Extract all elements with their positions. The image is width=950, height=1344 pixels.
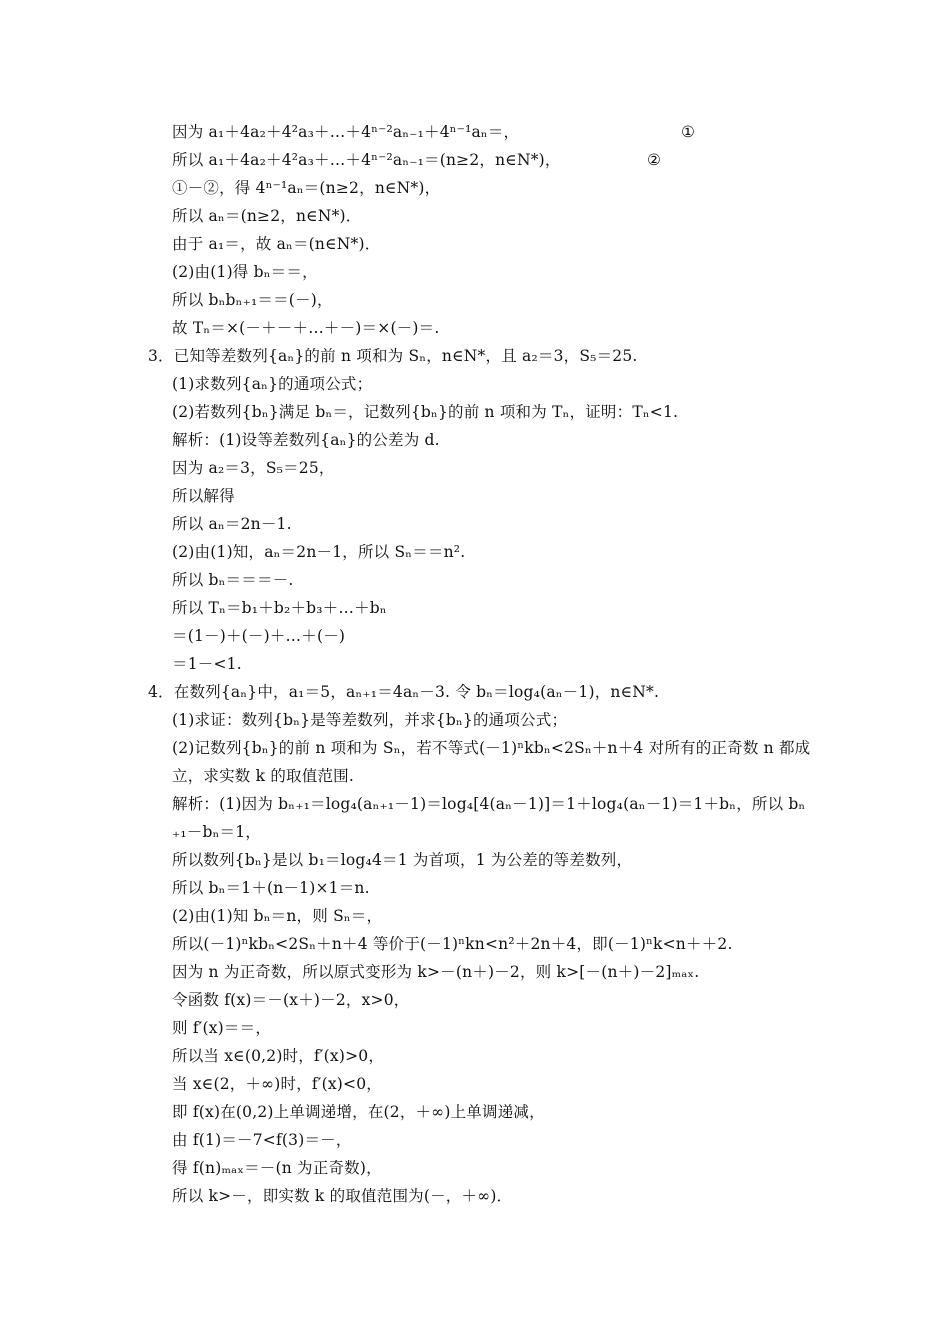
text-line: (2)若数列{bₙ}满足 bₙ＝，记数列{bₙ}的前 n 项和为 Tₙ，证明：Tₙ<1. [172, 403, 679, 421]
text-line: 因为 n 为正奇数，所以原式变形为 k>－(n＋)－2，则 k>[－(n＋)－2]ₘₐₓ. [172, 963, 700, 981]
problem-4-heading: 4．在数列{aₙ}中，a₁＝5，aₙ₊₁＝4aₙ－3. 令 bₙ＝log₄(aₙ－1)，n∈N*. [148, 683, 660, 701]
text-line: 故 Tₙ＝×(－＋－＋…＋－)＝×(－)＝. [172, 319, 440, 337]
text-line: 所以 aₙ＝2n－1. [172, 515, 292, 533]
text-line: 所以解得 [172, 487, 235, 505]
text-line: 所以 Tₙ＝b₁＋b₂＋b₃＋…＋bₙ [172, 599, 387, 617]
text-line: ＝(1－)＋(－)＋…＋(－) [172, 627, 346, 645]
text-line: 所以(－1)ⁿkbₙ<2Sₙ＋n＋4 等价于(－1)ⁿkn<n²＋2n＋4，即(－1)ⁿk<n＋＋2. [172, 935, 733, 953]
text-line: 解析：(1)设等差数列{aₙ}的公差为 d. [172, 431, 440, 449]
text-line: 由于 a₁＝，故 aₙ＝(n∈N*)． [172, 235, 381, 253]
text-line: (2)由(1)知，aₙ＝2n－1，所以 Sₙ＝＝n². [172, 543, 466, 561]
text-line: 令函数 f(x)＝－(x＋)－2，x>0， [172, 991, 410, 1009]
text-line: 解析：(1)因为 bₙ₊₁＝log₄(aₙ₊₁－1)＝log₄[4(aₙ－1)]＝1＋log₄(aₙ－1)＝1＋bₙ，所以 bₙ [172, 795, 806, 813]
text-line: 因为 a₂＝3，S₅＝25， [172, 459, 335, 477]
text-line: ①－②，得 4ⁿ⁻¹aₙ＝(n≥2，n∈N*)， [172, 179, 441, 197]
text-line: 即 f(x)在(0,2)上单调递增，在(2，＋∞)上单调递减， [172, 1103, 545, 1121]
text-line: 所以当 x∈(0,2)时，f′(x)>0， [172, 1047, 385, 1065]
text-line: 当 x∈(2，＋∞)时，f′(x)<0， [172, 1075, 382, 1093]
text-line: 所以 k>－，即实数 k 的取值范围为(－，＋∞)． [172, 1187, 513, 1205]
text-line: 所以 a₁＋4a₂＋4²a₃＋…＋4ⁿ⁻²aₙ₋₁＝(n≥2，n∈N*)， [172, 151, 561, 169]
text-line: ₊₁－bₙ＝1， [172, 823, 261, 841]
problem-3-heading: 3．已知等差数列{aₙ}的前 n 项和为 Sₙ，n∈N*，且 a₂＝3，S₅＝25. [148, 347, 638, 365]
text-line: 所以 bₙ＝＝＝－. [172, 571, 294, 589]
text-line: ＝1－<1. [172, 655, 242, 673]
text-line: (2)由(1)得 bₙ＝＝， [172, 263, 318, 281]
text-line: (1)求证：数列{bₙ}是等差数列，并求{bₙ}的通项公式； [172, 711, 568, 729]
text-line: 因为 a₁＋4a₂＋4²a₃＋…＋4ⁿ⁻²aₙ₋₁＋4ⁿ⁻¹aₙ＝， [172, 123, 520, 141]
text-line: 所以数列{bₙ}是以 b₁＝log₄4＝1 为首项，1 为公差的等差数列， [172, 851, 633, 869]
text-line: 所以 bₙ＝1＋(n－1)×1＝n. [172, 879, 370, 897]
text-line: (1)求数列{aₙ}的通项公式； [172, 375, 373, 393]
text-line: 所以 bₙbₙ₊₁＝＝(－)， [172, 291, 333, 309]
text-line: 立，求实数 k 的取值范围. [172, 767, 354, 785]
text-line: 得 f(n)ₘₐₓ＝－(n 为正奇数)， [172, 1159, 382, 1177]
text-line: 则 f′(x)＝＝， [172, 1019, 272, 1037]
text-line: (2)由(1)知 bₙ＝n，则 Sₙ＝， [172, 907, 383, 925]
text-line: 所以 aₙ＝(n≥2，n∈N*)． [172, 207, 362, 225]
equation-mark-1: ① [681, 123, 695, 141]
text-line: (2)记数列{bₙ}的前 n 项和为 Sₙ，若不等式(－1)ⁿkbₙ<2Sₙ＋n＋4 对所有的正奇数 n 都成 [172, 739, 811, 757]
text-line: 由 f(1)＝－7<f(3)＝－， [172, 1131, 352, 1149]
equation-mark-2: ② [647, 151, 661, 169]
